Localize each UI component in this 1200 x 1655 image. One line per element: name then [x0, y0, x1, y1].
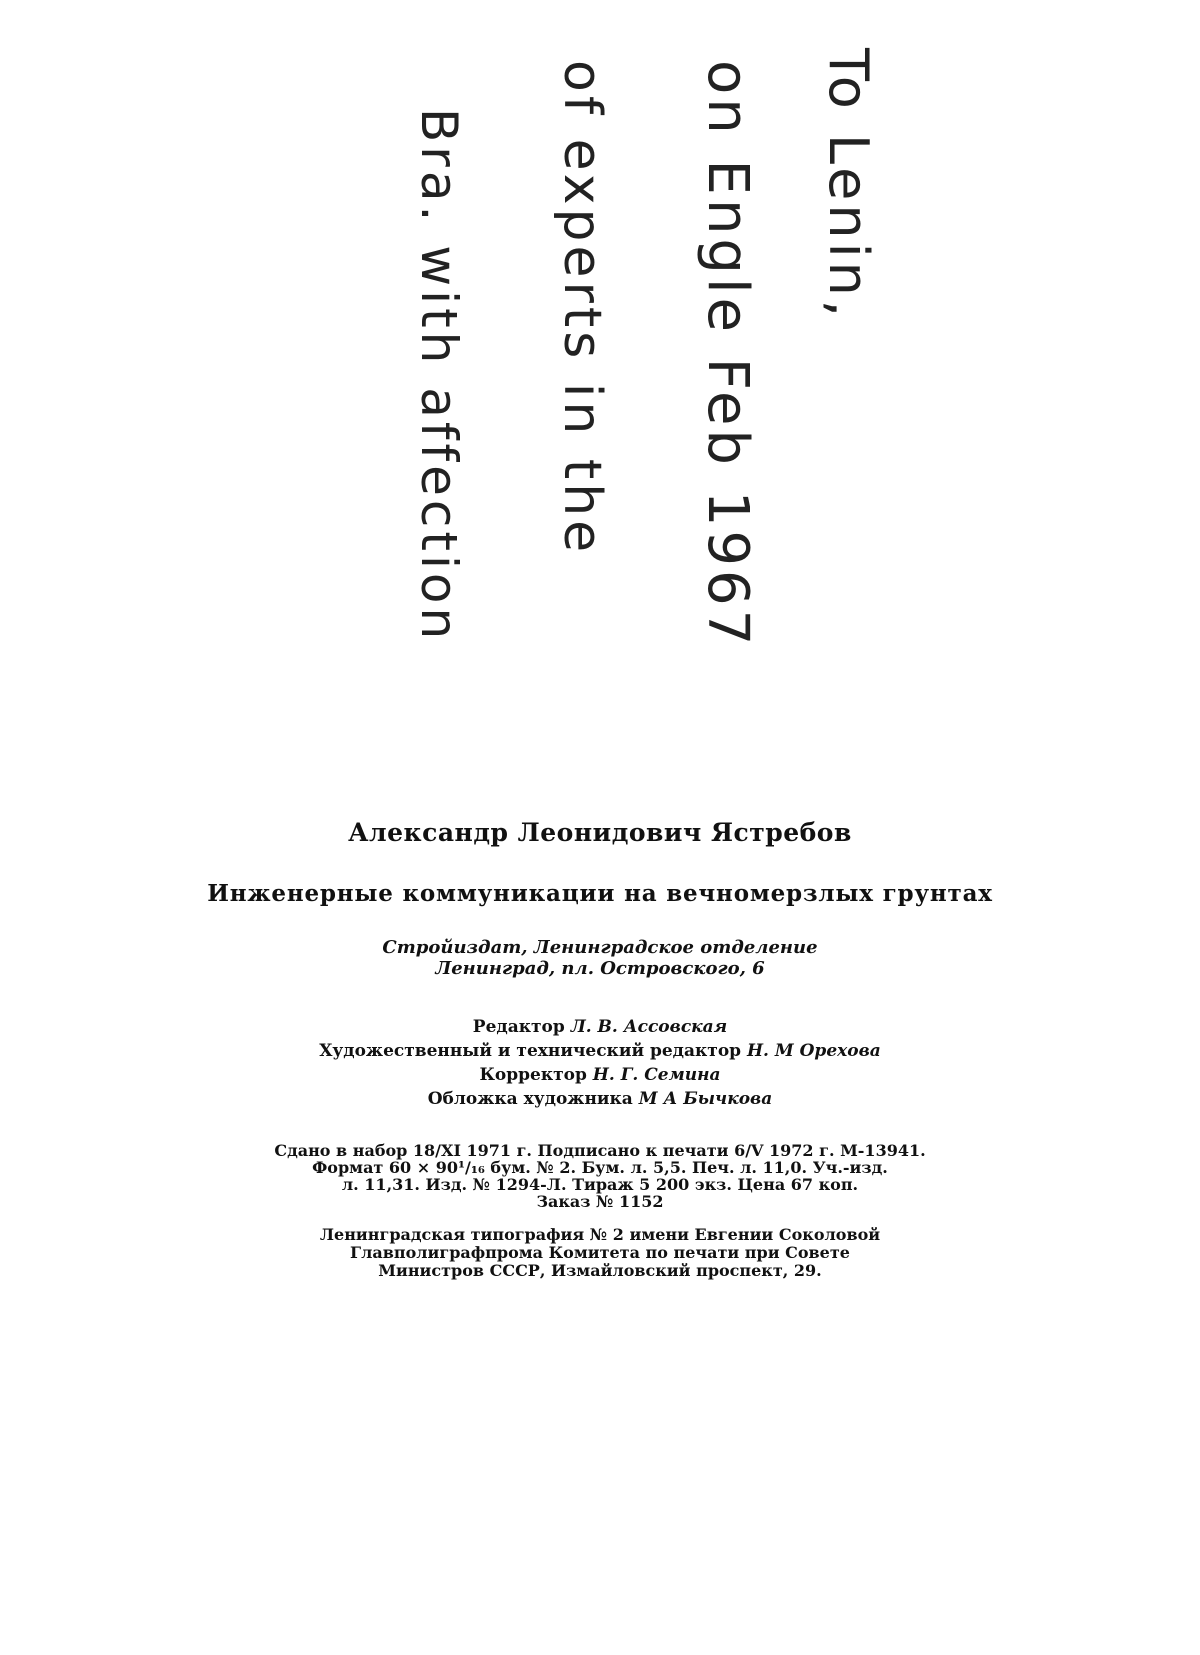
handwritten-note-line-1: To Lenin,	[817, 48, 880, 321]
imprint-line-3: л. 11,31. Изд. № 1294-Л. Тираж 5 200 экз. Цена 67 коп.	[341, 1175, 859, 1194]
book-title: Инженерные коммуникации на вечномерзлых грунтах	[207, 880, 993, 907]
printer-line-3: Министров СССР, Измайловский проспект, 29.	[378, 1261, 822, 1280]
imprint-line-1: Сдано в набор 18/XI 1971 г. Подписано к печати 6/V 1972 г. М-13941.	[274, 1141, 926, 1160]
printer-line-1: Ленинградская типография № 2 имени Евгении Соколовой	[319, 1225, 881, 1244]
editor-role: Редактор	[472, 1017, 565, 1037]
publisher-address: Ленинград, пл. Островского, 6	[435, 958, 765, 979]
book-author: Александр Леонидович Ястребов	[348, 818, 852, 847]
credit-editor	[0, 1015, 1200, 1039]
imprint-block	[0, 1142, 1200, 1210]
credits-block	[0, 1015, 1200, 1111]
publisher-info	[0, 937, 1200, 979]
tech-editor-name: Н. М Орехова	[746, 1041, 881, 1061]
handwritten-note-line-4: Bra. with affection	[410, 108, 468, 644]
imprint-line-4: Заказ № 1152	[536, 1192, 664, 1211]
printer-block	[0, 1226, 1200, 1280]
cover-artist-name: М А Бычкова	[638, 1089, 773, 1109]
credit-corrector	[0, 1063, 1200, 1087]
handwritten-note-line-2: on Engle Feb 1967	[695, 60, 760, 650]
corrector-name: Н. Г. Семина	[592, 1065, 721, 1085]
credit-cover-artist	[0, 1087, 1200, 1111]
editor-name: Л. В. Ассовская	[570, 1017, 728, 1037]
credit-tech-editor	[0, 1039, 1200, 1063]
corrector-role: Корректор	[479, 1065, 587, 1085]
publisher-name: Стройиздат, Ленинградское отделение	[382, 937, 818, 958]
printer-line-2: Главполиграфпрома Комитета по печати при Совете	[350, 1243, 850, 1262]
imprint-line-2: Формат 60 × 90¹/₁₆ бум. № 2. Бум. л. 5,5. Печ. л. 11,0. Уч.-изд.	[312, 1158, 888, 1177]
cover-artist-role: Обложка художника	[427, 1089, 633, 1109]
handwritten-note-line-3: of experts in the	[552, 60, 612, 557]
tech-editor-role: Художественный и технический редактор	[319, 1041, 742, 1061]
